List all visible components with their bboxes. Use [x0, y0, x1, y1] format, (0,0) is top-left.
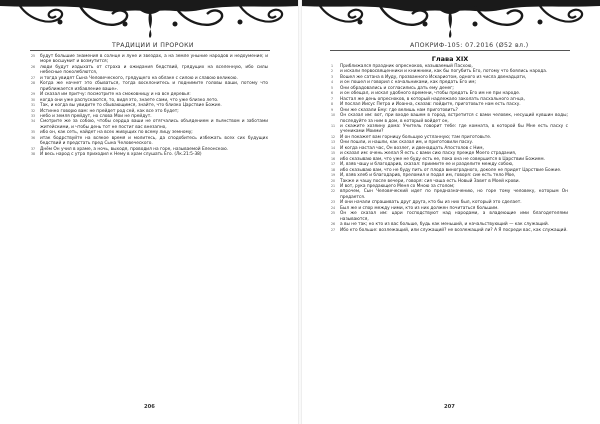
- verse-number: 10: [331, 113, 336, 118]
- verse-number: 32: [31, 108, 36, 113]
- verse-number: 12: [331, 134, 336, 139]
- verse-number: 31: [31, 103, 36, 108]
- verse-text: И сказал им притчу: посмотрите на смоковницу и на все деревья:: [40, 92, 191, 98]
- verse-list: [31, 54, 268, 158]
- verse-text: Вошел же сатана в Иуду, прозванного Искариотом, одного из числа двенадцати,: [340, 74, 527, 80]
- verse-text: И послал Иисус Петра и Иоанна, сказав: пойдите, приготовьте нам есть пасху.: [340, 102, 521, 108]
- verse-number: 28: [31, 81, 36, 86]
- verse: [31, 64, 268, 76]
- verse: [31, 135, 268, 147]
- verse-number: 13: [331, 140, 336, 145]
- right-page: [300, 0, 600, 424]
- verse-text: Так, и когда вы увидите то сбывающимся, знайте, что близко Царствие Божие.: [40, 103, 222, 109]
- verse: [331, 113, 568, 124]
- verse-text: ибо сказываю вам, что уже не буду есть ее, пока она не совершится в Царствии Божием.: [340, 156, 545, 162]
- verse-number: 27: [31, 75, 36, 80]
- verse-text: И он покажет вам горницу большую устланную; там приготовьте.: [340, 134, 492, 140]
- verse-text: Приближался праздник опресноков, называемый Пасхою,: [340, 64, 473, 69]
- verse-text: Днём Он учил в храме, а ночь, выходя, проводил на горе, называемой Елеонскою.: [40, 146, 229, 152]
- verse-text: И когда настал час, Он возлег, и двенадцать Апостолов с Ним,: [340, 145, 484, 151]
- verse-text: ибо он, как сеть, найдет на всех живущих по всему лицу земному;: [40, 130, 193, 136]
- verse-text: Они пошли, и нашли, как сказал им, и приготовили пасху.: [340, 140, 474, 146]
- verse-text: когда они уже распускаются, то, видя это, знаете сами, что уже близко лето.: [40, 97, 219, 103]
- verse-text: и он обещал, и искал удобного времени, чтобы предать Его им не при народе.: [340, 91, 521, 97]
- verse-text: и сказал им: очень желал Я есть с вами сию пасху прежде Моего страдания,: [340, 151, 517, 157]
- verse-number: 25: [31, 54, 36, 58]
- running-head: ТРАДИЦИИ И ПРОРОКИ: [112, 42, 194, 49]
- verse-text: и скажите хозяину дома: Учитель говорит тебе: где комната, в которой бы Мне есть пасху с учениками Моими?: [340, 123, 568, 135]
- verse-number: 38: [31, 152, 36, 157]
- verse-number: 37: [31, 146, 36, 151]
- verse-text: Когда же начнет это сбываться, тогда восклонитесь и поднимите головы ваши, потому что приближается избавление ваше».: [40, 81, 268, 92]
- running-head: АПОКРИФ-105: 07.2016 (Ø52 вл.): [410, 42, 529, 49]
- verse-number: 19: [331, 173, 336, 178]
- verse-text: небо и земля прейдут, но слова Мои не прейдут.: [40, 113, 152, 119]
- verse-number: 36: [31, 135, 36, 140]
- verse-number: 34: [31, 119, 36, 124]
- verse-text: Они обрадовались и согласились дать ему денег;: [340, 85, 454, 91]
- verse-number: 29: [31, 92, 36, 97]
- verse-text: Ибо кто больше: возлежащий, или служащий? не возлежащий ли? А Я посреди вас, как служащий.: [340, 227, 568, 233]
- verse-text: итак бодрствуйте на всякое время и молитесь, да сподобитесь избежать всех сих будущих бедствий и предстать пред Сына Человеческого.: [40, 135, 268, 147]
- verse-number: 21: [331, 183, 336, 188]
- verse-list: [331, 64, 568, 233]
- verse-number: 23: [331, 200, 336, 205]
- verse-text: Также и чашу после вечери, говоря: сия чаша есть Новый Завет в Моей крови.: [340, 178, 520, 184]
- verse-text: а вы не так; но кто из вас больше, будь как меньший, и начальствующий — как служащий.: [340, 222, 550, 228]
- verse: [331, 123, 568, 135]
- verse-text: Настал же день опресноков, в который надлежало заколать пасхального агнца,: [340, 96, 525, 102]
- verse-number: 16: [331, 156, 336, 161]
- verse: [331, 227, 568, 233]
- verse-number: 8: [331, 102, 334, 107]
- verse-number: 24: [331, 205, 336, 210]
- chapter-title: Глава XIX: [431, 55, 469, 63]
- verse-number: 3: [331, 74, 334, 79]
- verse-text: и искали первосвященники и книжники, как бы погубить Его, потому что боялись народа.: [340, 69, 548, 75]
- verse: [331, 211, 568, 222]
- verse-number: 5: [331, 85, 334, 90]
- verse: [31, 81, 268, 92]
- verse-number: 20: [331, 178, 336, 183]
- verse-number: 35: [31, 130, 36, 135]
- verse-text: Он сказал им: вот, при входе вашем в город, встретится с вами человек, несущий кувшин воды; последуйте за ним в дом, в который войдет он,: [340, 113, 568, 124]
- verse-number: 33: [31, 113, 36, 118]
- page-number: 206: [144, 404, 155, 410]
- header-rule: [330, 50, 570, 51]
- verse-text: Они же сказали Ему: где велишь нам приготовить?: [340, 107, 458, 113]
- verse-number: 6: [331, 91, 334, 96]
- verse-text: Он же сказал им: цари господствуют над народами, а владеющие ими благодетелями называются,: [340, 211, 568, 222]
- verse: [331, 189, 568, 200]
- verse-text: И, взяв хлеб и благодарив, преломил и подал им, говоря: сие есть тело Мое,: [340, 173, 516, 179]
- verse-number: 1: [331, 64, 334, 68]
- verse-number: 27: [331, 227, 336, 232]
- verse-text: будут большие знамения в солнце и луне и звездах, а на земле уныние народов и недоумение; и море восшумит и возмутится;: [40, 54, 268, 65]
- verse-number: 22: [331, 189, 336, 194]
- verse-number: 26: [31, 64, 36, 69]
- verse-number: 17: [331, 162, 336, 167]
- verse-number: 30: [31, 97, 36, 102]
- verse-number: 18: [331, 167, 336, 172]
- verse-text: И вот, рука предающего Меня со Мною за столом;: [340, 183, 455, 189]
- verse-text: Был же и спор между ними, кто из них должен почитаться большим.: [340, 205, 499, 211]
- verse-text: впрочем, Сын Человеческий идет по предназначению, но горе тому человеку, которым Он предается.: [340, 189, 568, 200]
- verse-number: 15: [331, 151, 336, 156]
- verse: [31, 152, 268, 158]
- verse-text: и тогда увидят Сына Человеческого, грядущего на облаке с силою и славою великою.: [40, 75, 238, 81]
- header-rule: [30, 50, 270, 51]
- verse-text: И, взяв чашу и благодарив, сказал: приимите ее и разделите между собою,: [340, 162, 514, 168]
- verse-number: 25: [331, 211, 336, 216]
- verse-text: И весь народ с утра приходил к Нему в храм слушать Его. (Лк.21:5-38): [40, 152, 202, 158]
- verse-text: ибо сказываю вам, что не буду пить от плода виноградного, доколе не придет Царствие Божие.: [340, 167, 562, 173]
- verse: [31, 119, 268, 130]
- verse-number: 2: [331, 69, 334, 74]
- verse-text: И они начали спрашивать друг друга, кто бы из них был, который это сделает.: [340, 200, 522, 206]
- verse-number: 11: [331, 123, 336, 128]
- verse-number: 26: [331, 222, 336, 227]
- verse-text: Смотрите же за собою, чтобы сердца ваши не отягчались объядением и пьянством и заботами житейскими, и чтобы день тот не постиг вас внезапно,: [40, 119, 268, 130]
- verse-number: 9: [331, 107, 334, 112]
- verse: [31, 54, 268, 65]
- verse-text: и он пошел и говорил с начальниками, как предать Его им;: [340, 80, 476, 86]
- verse-number: 4: [331, 80, 334, 85]
- verse-number: 14: [331, 145, 336, 150]
- page-number: 207: [444, 404, 455, 410]
- verse-text: Истинно говорю вам: не прейдет род сей, как все это будет;: [40, 108, 179, 114]
- verse-text: люди будут издыхать от страха и ожидания бедствий, грядущих на вселенную, ибо силы небесные поколеблются,: [40, 64, 268, 76]
- verse-number: 7: [331, 96, 334, 101]
